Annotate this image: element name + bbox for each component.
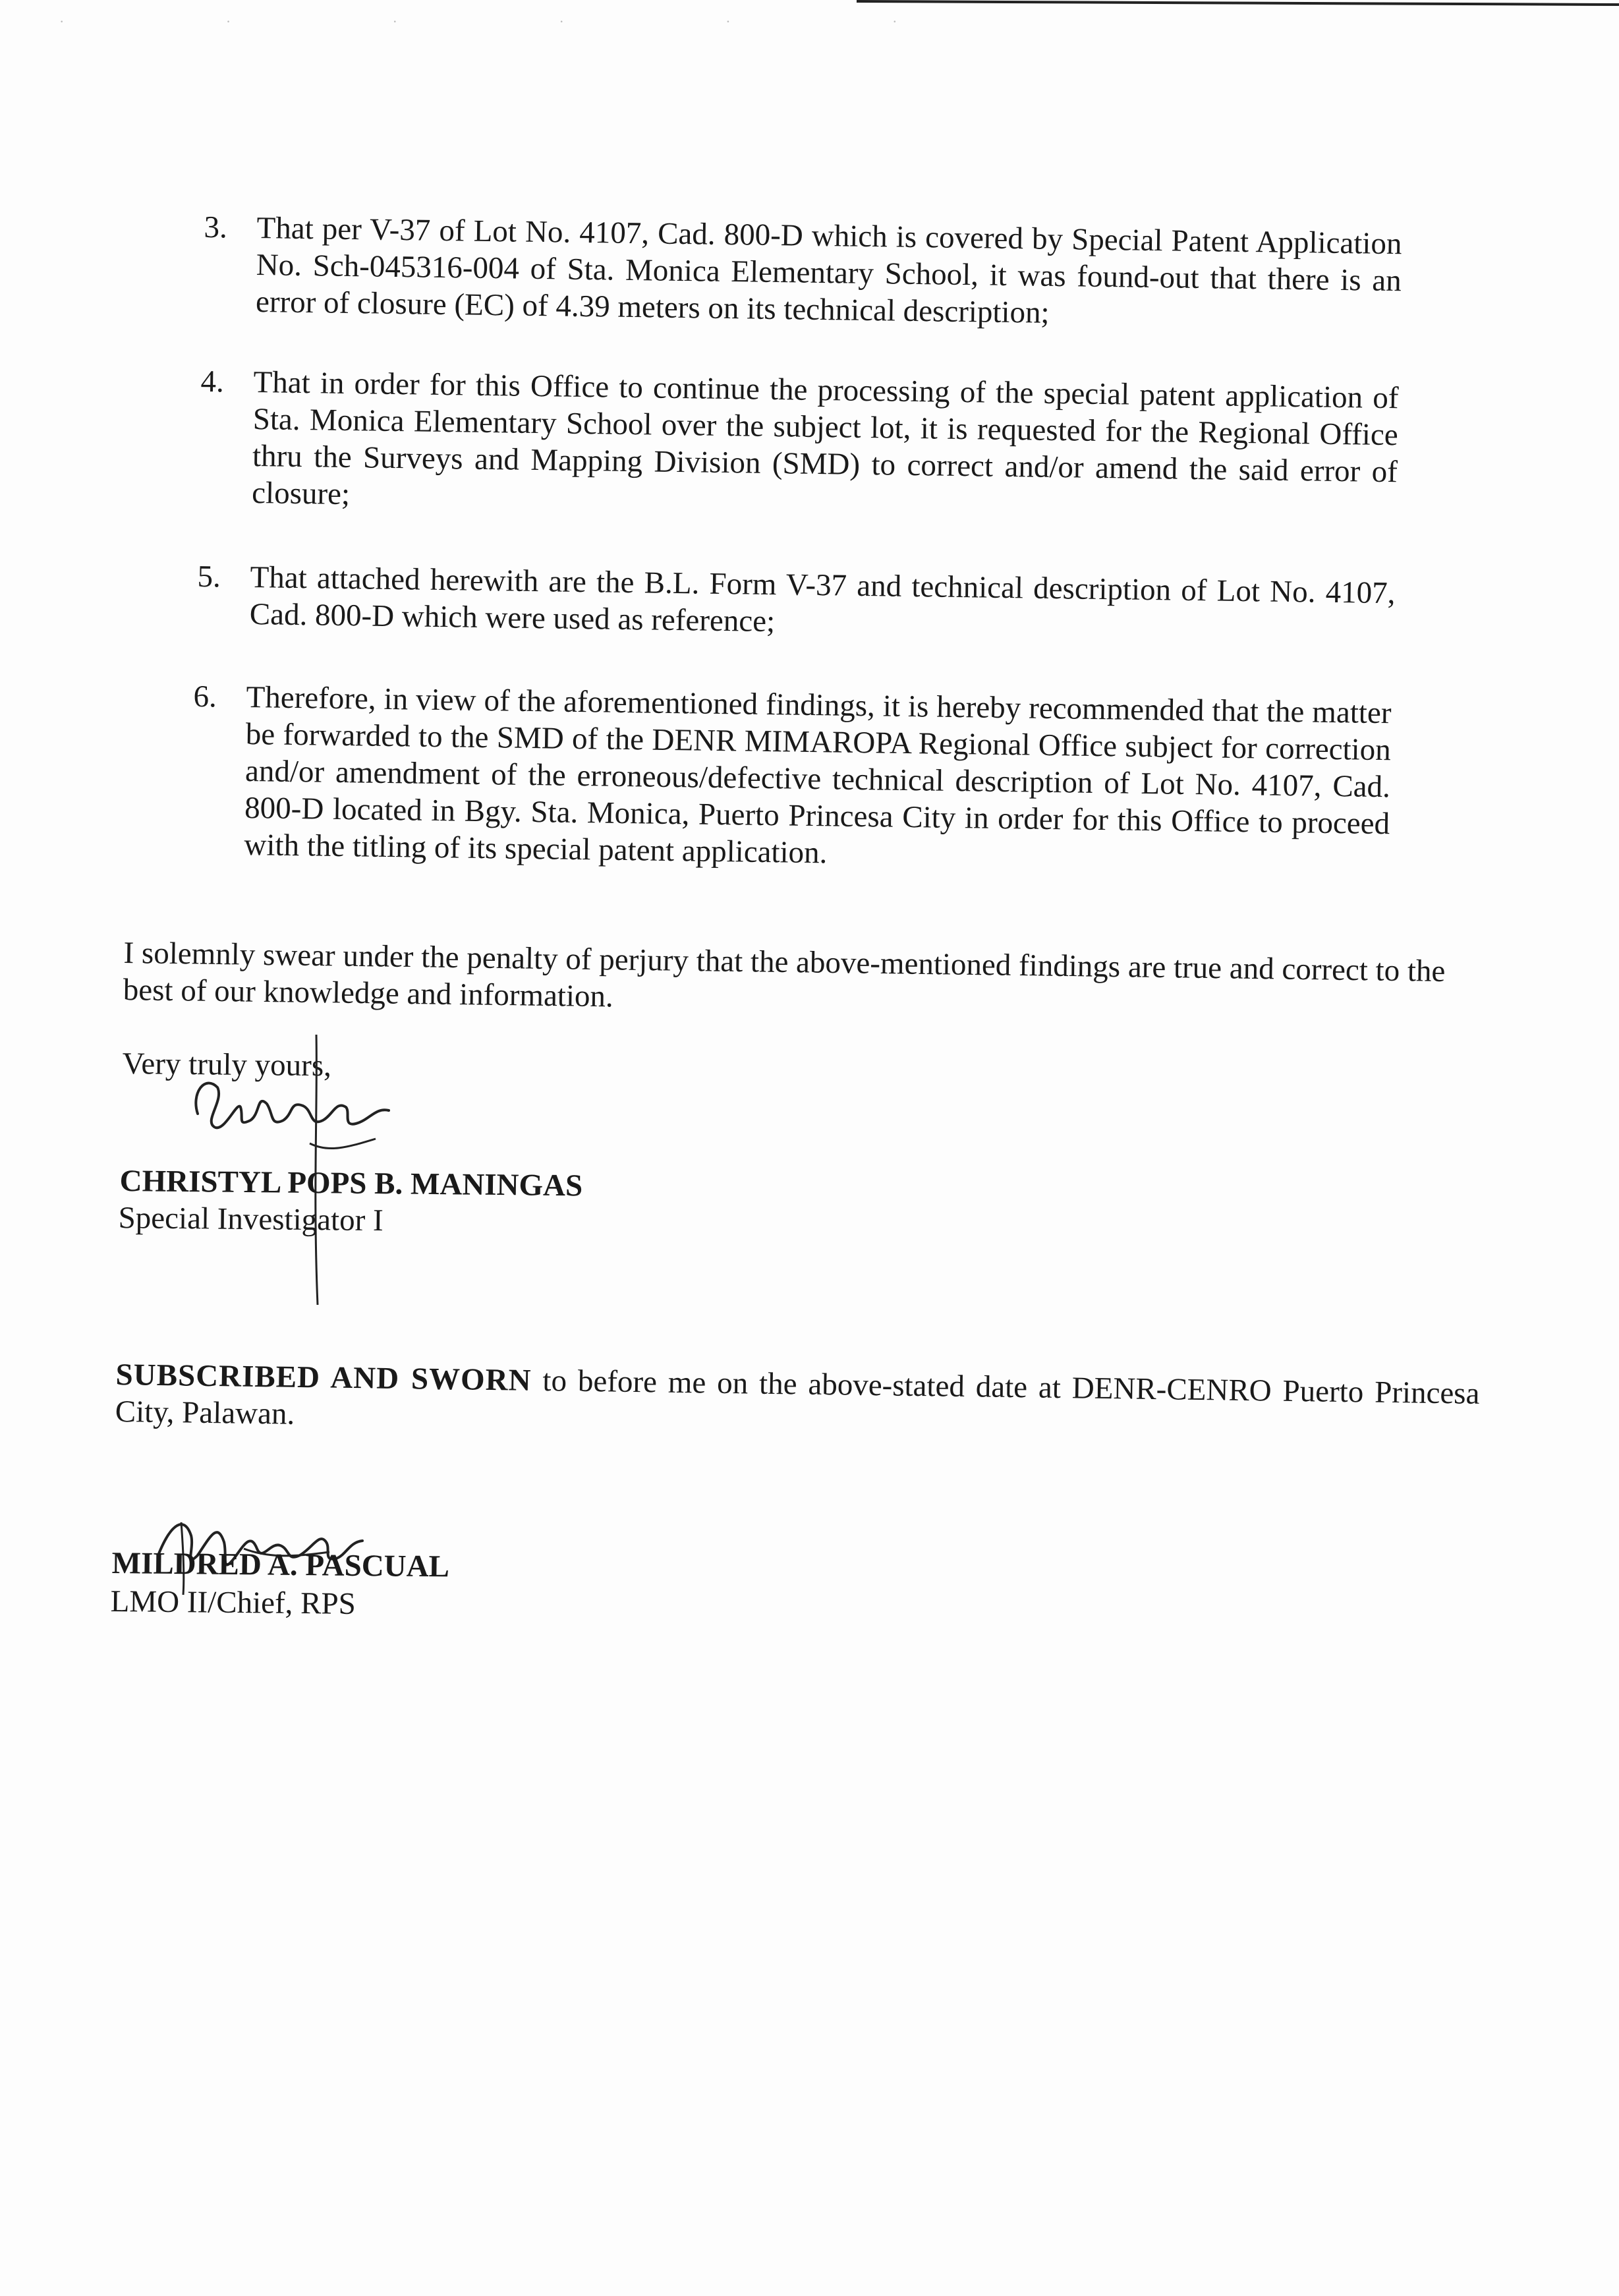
- jurat-statement: [115, 1356, 1479, 1449]
- scan-specks: · · · · · ·: [59, 13, 977, 30]
- item-text: That attached herewith are the B.L. Form V-37 and technical description of Lot No. 4107, Cad. 800-D which were used as reference;: [249, 560, 1396, 639]
- item-text: Therefore, in view of the aforementioned findings, it is hereby recommended that the matter be forwarded to the SMD of the DENR MIMAROPA Regional Office subject for correction and/or amendment of the erroneous/defective technical description of Lot No. 4107, Cad. 800-D located in Bgy. Sta. Monica, Puerto Princesa City in order for this Office to proceed with the titling of its special patent application.: [244, 679, 1392, 871]
- finding-item-5: [197, 559, 1396, 648]
- item-number: 4.: [200, 364, 225, 399]
- jurat-lead: SUBSCRIBED AND SWORN: [115, 1357, 532, 1398]
- item-number: 3.: [204, 210, 228, 245]
- oath-text: I solemnly swear under the penalty of perjury that the above-mentioned findings are true and correct to the best of our knowledge and information.: [123, 935, 1446, 1014]
- signer-title: Special Investigator I: [118, 1200, 383, 1238]
- item-number: 5.: [197, 559, 221, 594]
- jurat-text: to before me on the above-stated date at DENR-CENRO Puerto Princesa City, Palawan.: [115, 1363, 1480, 1431]
- item-text: That in order for this Office to continue the processing of the special patent application of Sta. Monica Elementary School over the subject lot, it is requested for the Regional Office thru the Surveys and Mapping Division (SMD) to correct and/or amend the said error of closure;: [251, 364, 1399, 512]
- signer-name: MILDRED A. PASCUAL: [111, 1546, 450, 1584]
- closing-salutation: Very truly yours,: [122, 1046, 332, 1083]
- item-text: That per V-37 of Lot No. 4107, Cad. 800-D which is covered by Special Patent Application No. Sch-045316-004 of Sta. Monica Elementary School, it was found-out that there is an error of closure (EC) of 4.39 meters on its technical description;: [255, 210, 1402, 330]
- signer-name: CHRISTYL POPS B. MANINGAS: [119, 1163, 583, 1203]
- finding-item-3: [204, 210, 1402, 336]
- finding-item-6: [193, 679, 1392, 879]
- finding-item-4: [200, 364, 1399, 527]
- scan-edge-line: [857, 0, 1619, 6]
- item-number: 6.: [193, 679, 217, 714]
- oath-statement: [123, 934, 1494, 1027]
- signer-title: LMO II/Chief, RPS: [110, 1584, 356, 1621]
